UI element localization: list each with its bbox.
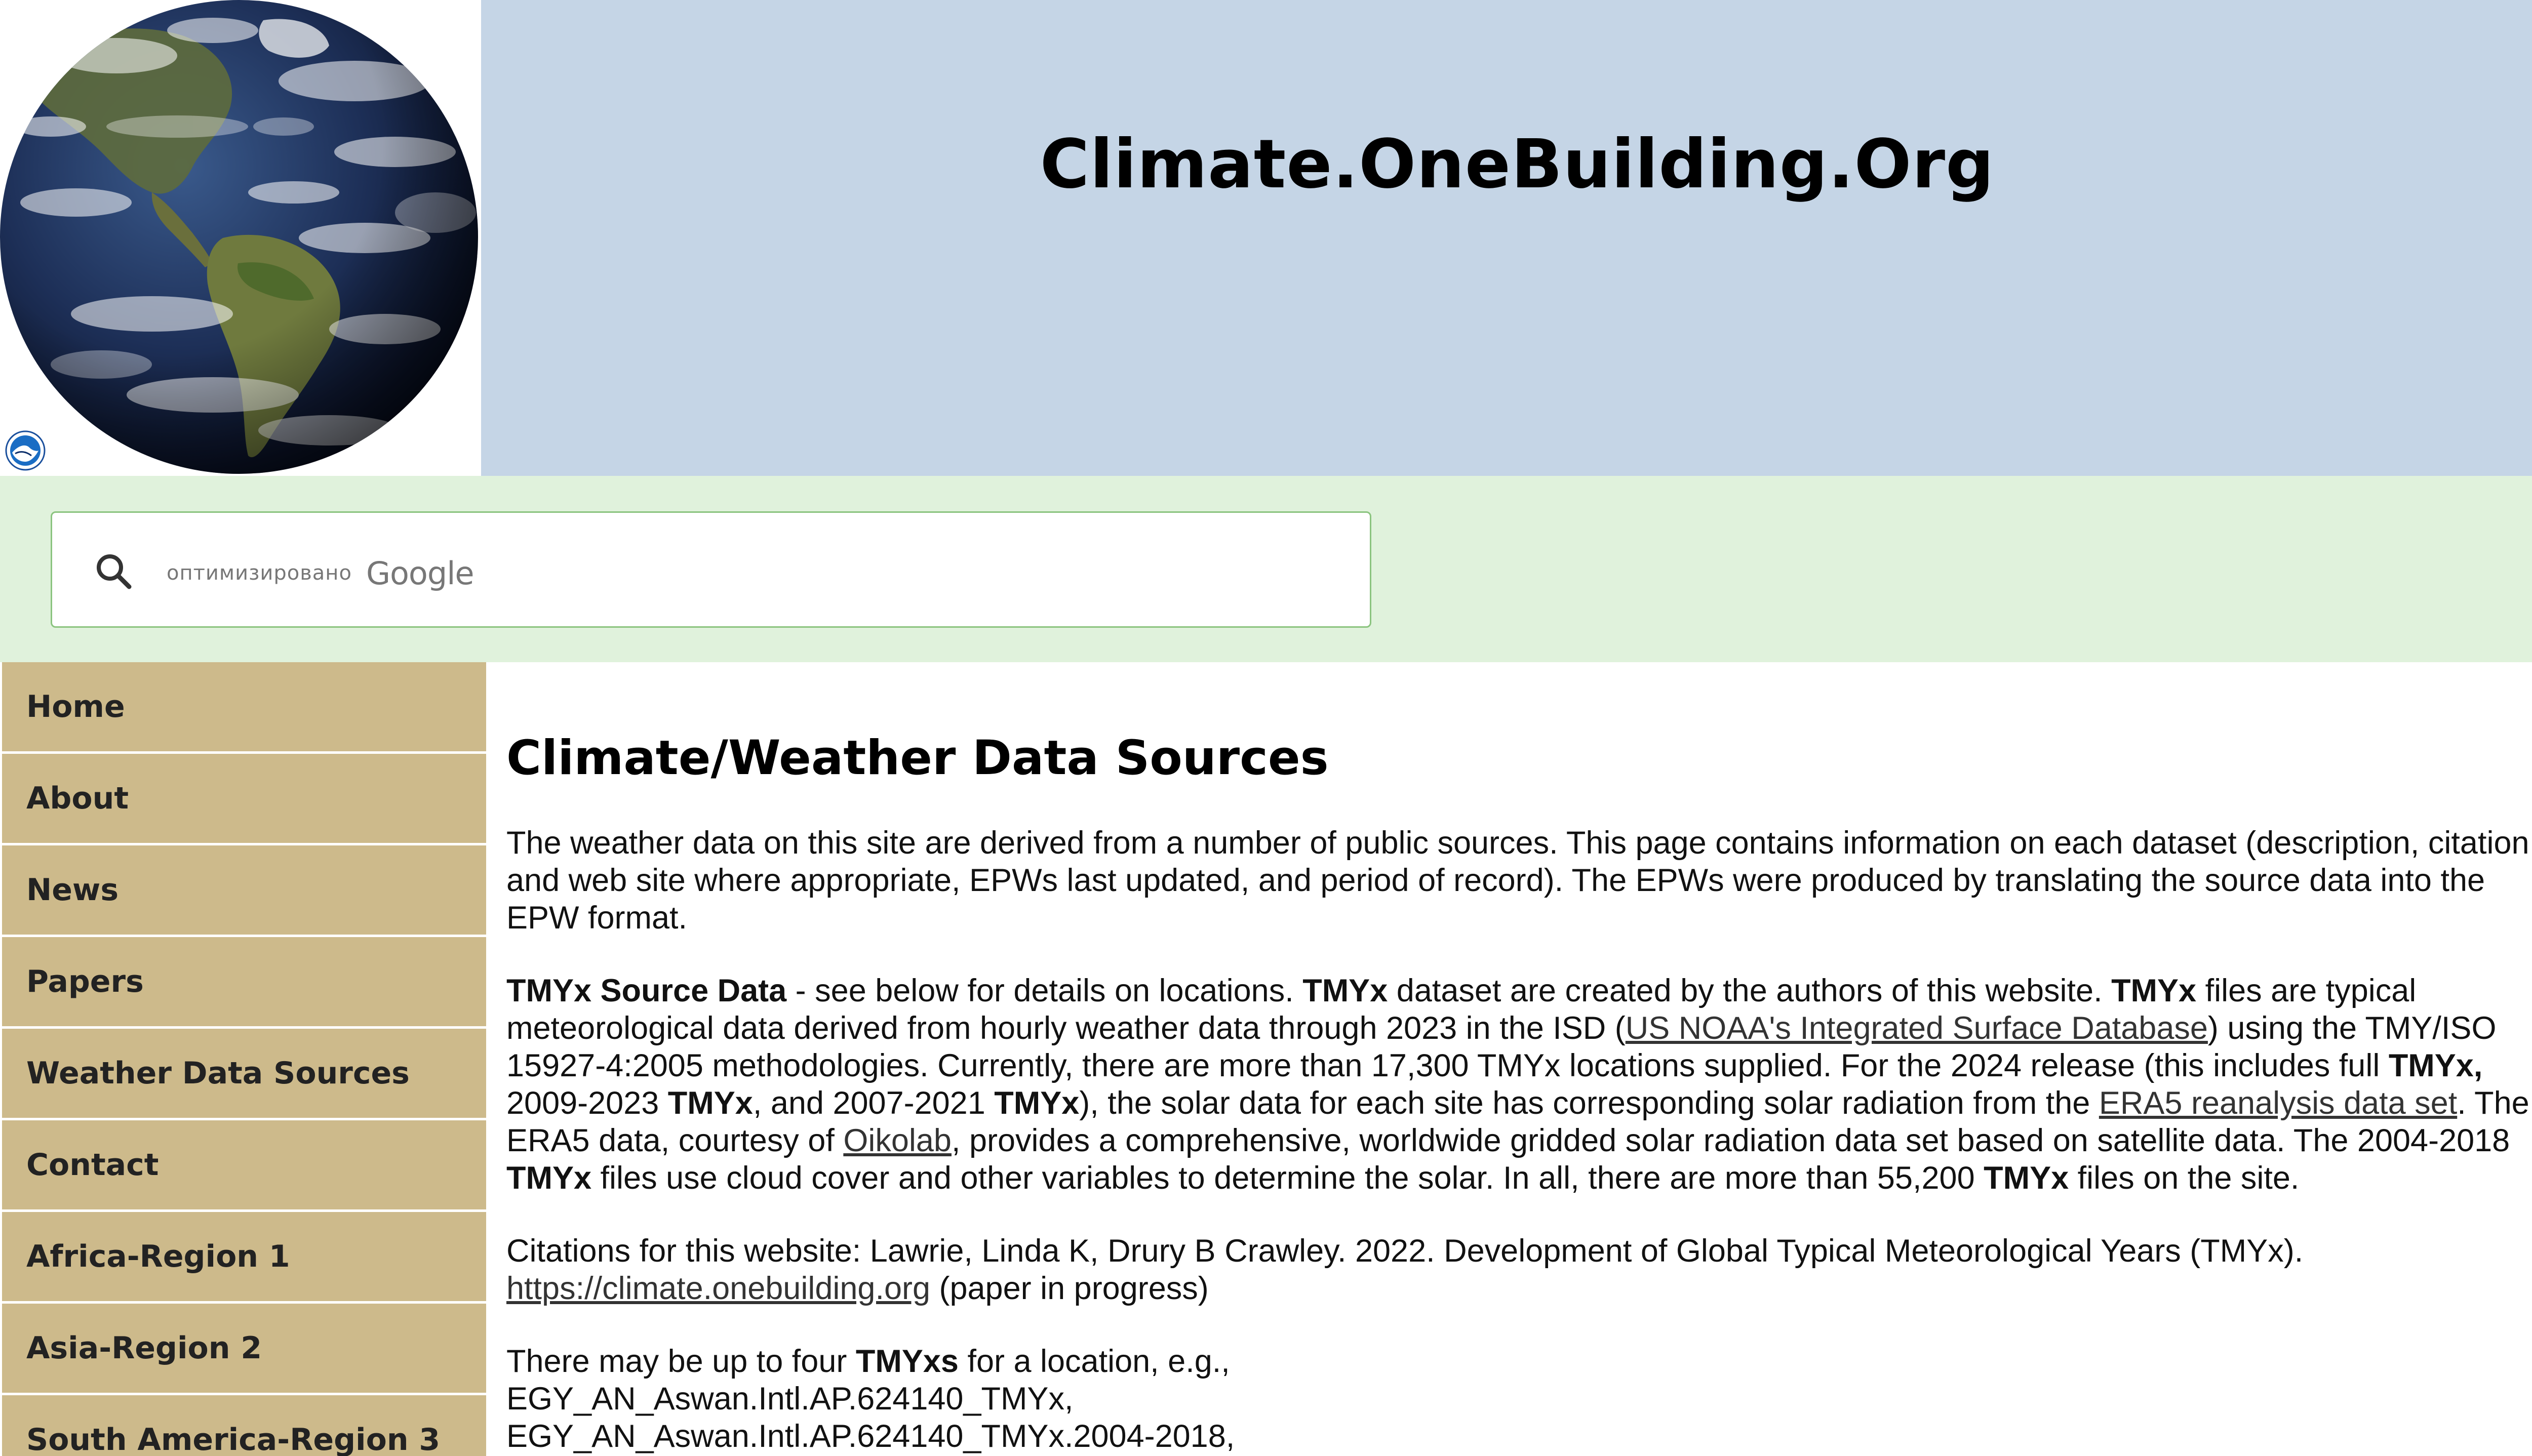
sidebar-item-weather-data-sources[interactable]: Weather Data Sources [0,1029,486,1120]
site-header [0,0,2532,476]
citation-paragraph [506,1232,2532,1307]
sidebar-item-about[interactable]: About [0,754,486,845]
citation-text: Citations for this website: Lawrie, Linda K, Drury B Crawley. 2022. Development of Global Typical Meteorological Years (TMYx). [506,1233,2304,1269]
page-title: Climate/Weather Data Sources [506,731,1329,786]
citation-after: (paper in progress) [930,1271,1209,1306]
sidebar-item-home[interactable]: Home [0,662,486,754]
tmyx-text-3: files are typical meteorological data derived from hourly weather data through 2023 in the ISD ( [506,973,2417,1046]
isd-link[interactable]: US NOAA's Integrated Surface Database [1625,1010,2208,1046]
tmyx-bold-6: TMYx [506,1160,592,1196]
sidebar-nav [0,662,486,1456]
tmyx-text-2: dataset are created by the authors of this website. [1388,973,2112,1008]
tmyx-bold-2: TMYx [2111,973,2197,1008]
sidebar-item-asia-region-2[interactable]: Asia-Region 2 [0,1304,486,1395]
tmyx-text-5: 2009-2023 [506,1085,668,1121]
examples-paragraph [506,1343,2532,1455]
example-line: EGY_AN_Aswan.Intl.AP.624140_TMYx, [506,1381,1074,1417]
website-link[interactable]: https://climate.onebuilding.org [506,1271,930,1306]
tmyx-text-7: ), the solar data for each site has corresponding solar radiation from the [1079,1085,2099,1121]
examples-text-2: for a location, e.g., [958,1344,1230,1379]
tmyx-text-6: , and 2007-2021 [753,1085,995,1121]
sidebar-item-africa-region-1[interactable]: Africa-Region 1 [0,1212,486,1304]
main-content [506,662,2532,1456]
search-band [0,476,2532,662]
oikolab-link[interactable]: Oikolab [843,1123,952,1158]
tmyx-text-10: files use cloud cover and other variables to determine the solar. In all, there are more than 55,200 [591,1160,1984,1196]
powered-by-google [167,550,474,596]
sidebar-item-news[interactable]: News [0,845,486,937]
intro-paragraph: The weather data on this site are derived from a number of public sources. This page contains information on each dataset (description, citation and web site where appropriate, EPWs last updated, and period of record). The EPWs were produced by translating the source data into the EPW format. [506,825,2529,936]
noaa-logo-icon[interactable] [5,430,46,471]
era5-link[interactable]: ERA5 reanalysis data set [2099,1085,2458,1121]
powered-by-label: оптимизировано [167,561,352,585]
tmyx-text-1: - see below for details on locations. [786,973,1303,1008]
tmyx-text-9: , provides a comprehensive, worldwide gridded solar radiation data set based on satellite data. The 2004-2018 [951,1123,2510,1158]
examples-text-1: There may be up to four [506,1344,856,1379]
tmyx-bold-7: TMYx [1984,1160,2069,1196]
globe-logo[interactable] [0,0,481,476]
tmyx-text-11: files on the site. [2069,1160,2300,1196]
tmyx-text-4: ) using the TMY/ISO 15927-4:2005 methodologies. Currently, there are more than 17,300 TMYx locations supplied. For the 2024 release (this includes full [506,1010,2497,1083]
tmyx-bold-1: TMYx [1302,973,1388,1008]
tmyx-lead: TMYx Source Data [506,973,787,1008]
sidebar-item-south-america-region-3[interactable]: South America-Region 3 [0,1395,486,1456]
sidebar-item-contact[interactable]: Contact [0,1120,486,1212]
example-line: EGY_AN_Aswan.Intl.AP.624140_TMYx.2004-2018, [506,1419,1235,1454]
sidebar-item-papers[interactable]: Papers [0,937,486,1029]
tmyx-text-8: . The ERA5 data, courtesy of [506,1085,2529,1158]
tmyx-paragraph [506,972,2532,1197]
tmyx-bold-4: TMYx [667,1085,753,1121]
search-icon[interactable] [89,546,139,597]
earth-globe-icon [0,0,479,476]
tmyx-bold-3: TMYx, [2388,1048,2483,1083]
google-logo: Google [366,554,474,592]
tmyx-bold-5: TMYx [994,1085,1080,1121]
site-title: Climate.OneBuilding.Org [1040,126,1995,204]
search-input[interactable] [51,511,1371,628]
examples-bold-1: TMYxs [855,1344,959,1379]
